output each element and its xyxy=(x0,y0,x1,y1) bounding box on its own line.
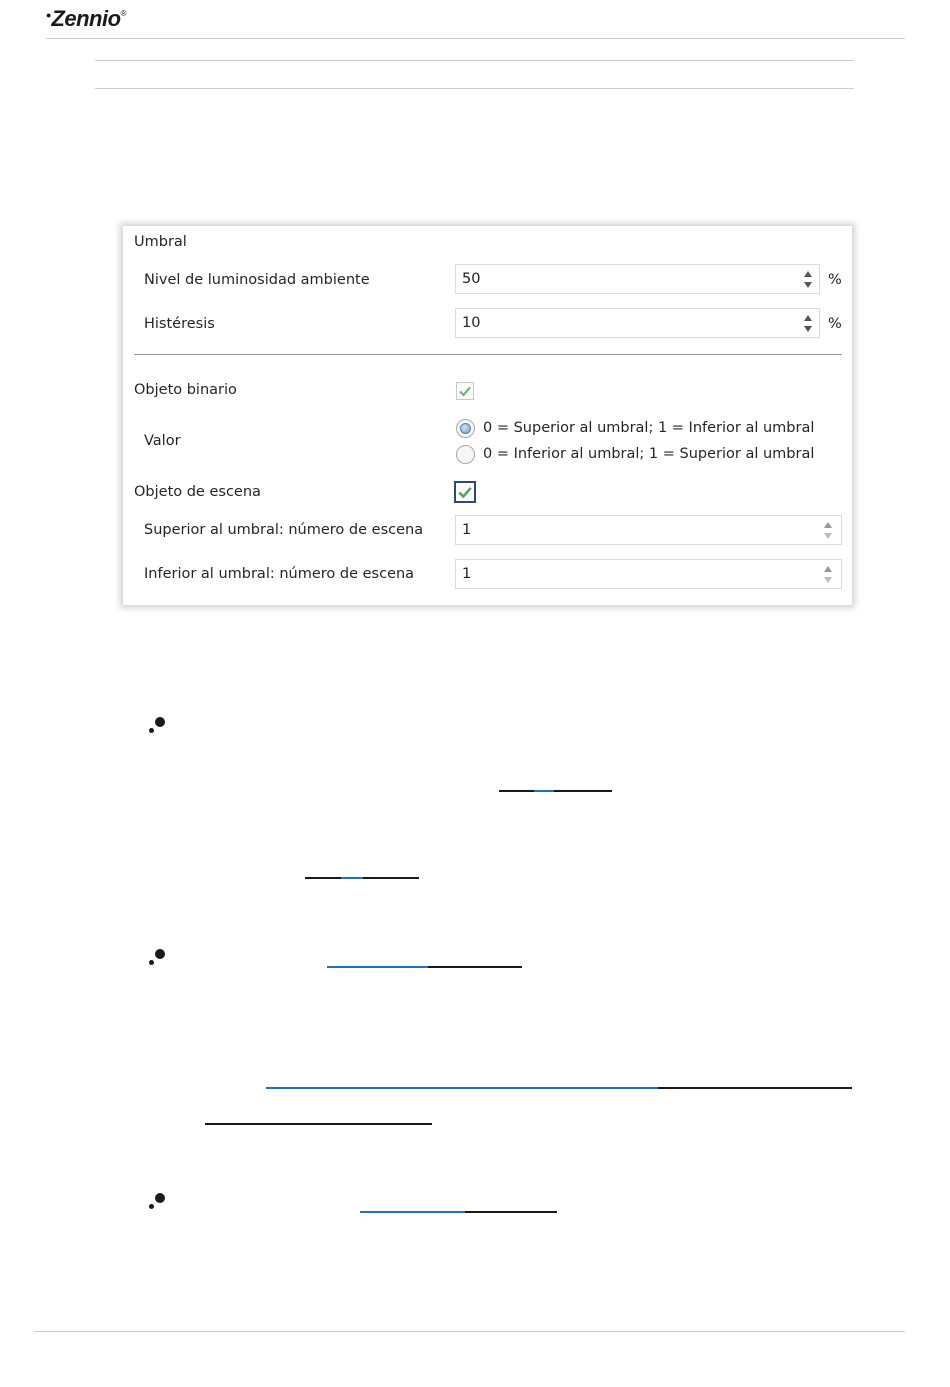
section-title-umbral: Umbral xyxy=(134,234,187,250)
section-divider xyxy=(134,354,842,355)
threshold-parameters-panel xyxy=(123,226,852,605)
link-underline[interactable] xyxy=(266,1087,658,1089)
link-underline[interactable] xyxy=(327,966,428,968)
histeresis-value: 10 xyxy=(462,315,481,331)
footer-rule xyxy=(34,1331,905,1332)
valor-radio-option-2[interactable] xyxy=(456,445,475,464)
link-underline[interactable] xyxy=(360,1211,465,1213)
nivel-label: Nivel de luminosidad ambiente xyxy=(144,272,370,288)
histeresis-label: Histéresis xyxy=(144,316,215,332)
valor-radio-option-1[interactable] xyxy=(456,419,475,438)
superior-spinner[interactable] xyxy=(823,521,833,541)
objeto-escena-checkbox[interactable] xyxy=(454,481,476,503)
checkmark-icon xyxy=(457,484,473,500)
nivel-value: 50 xyxy=(462,271,481,287)
valor-label: Valor xyxy=(144,433,181,449)
bullet-icon xyxy=(149,1193,165,1209)
superior-value: 1 xyxy=(462,522,472,538)
link-underline-accent xyxy=(341,877,363,879)
valor-option-1-label: 0 = Superior al umbral; 1 = Inferior al umbral xyxy=(483,420,815,436)
histeresis-input[interactable] xyxy=(455,308,820,338)
inferior-escena-input[interactable] xyxy=(455,559,842,589)
bullet-icon xyxy=(149,949,165,965)
objeto-escena-label: Objeto de escena xyxy=(134,484,261,500)
link-underline[interactable] xyxy=(658,1087,852,1089)
inferior-label: Inferior al umbral: número de escena xyxy=(144,566,415,582)
superior-escena-input[interactable] xyxy=(455,515,842,545)
objeto-binario-label: Objeto binario xyxy=(134,382,237,398)
histeresis-unit: % xyxy=(828,316,842,332)
title-rule-top xyxy=(95,60,854,61)
link-underline[interactable] xyxy=(465,1211,557,1213)
title-rule-bottom xyxy=(95,88,854,89)
checkmark-icon xyxy=(458,384,472,398)
nivel-spinner[interactable] xyxy=(803,270,813,290)
inferior-spinner[interactable] xyxy=(823,565,833,585)
inferior-value: 1 xyxy=(462,566,472,582)
zennio-logo: •Zennio® xyxy=(46,6,126,31)
nivel-input[interactable] xyxy=(455,264,820,294)
link-underline-accent xyxy=(534,790,554,792)
link-underline[interactable] xyxy=(499,790,612,792)
objeto-binario-checkbox[interactable] xyxy=(456,382,474,400)
histeresis-spinner[interactable] xyxy=(803,314,813,334)
header-rule xyxy=(46,38,905,39)
link-underline[interactable] xyxy=(428,966,522,968)
superior-label: Superior al umbral: número de escena xyxy=(144,522,424,538)
link-underline[interactable] xyxy=(205,1123,432,1125)
valor-option-2-label: 0 = Inferior al umbral; 1 = Superior al umbral xyxy=(483,446,815,462)
bullet-icon xyxy=(149,717,165,733)
nivel-unit: % xyxy=(828,272,842,288)
